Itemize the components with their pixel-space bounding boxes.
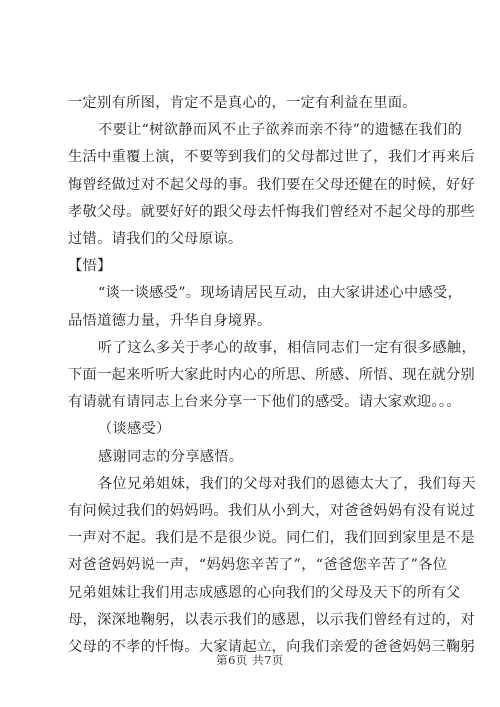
text-line: 听了这么多关于孝心的故事，相信同志们一定有很多感触， [98, 339, 476, 356]
text-line: 各位兄弟姐妹，我们的父母对我们的恩德太大了，我们每天 [98, 475, 476, 492]
text-line: 有请就有请同志上台来分享一下他们的感受。请大家欢迎。。。 [68, 394, 461, 411]
text-line: 【悟】 [68, 258, 112, 275]
text-line: “谈一谈感受”。现场请居民互动，由大家讲述心中感受， [98, 285, 463, 302]
text-line: 母，深深地鞠躬，以表示我们的感恩，以示我们曾经有过的，对 [68, 611, 476, 628]
text-line: 有问候过我们的妈妈吗。我们从小到大，对爸爸妈妈有没有说过 [68, 503, 476, 520]
text-line: 一定别有所图，肯定不是真心的，一定有利益在里面。 [68, 95, 417, 111]
text-line: 品悟道德力量，升华自身境界。 [68, 312, 272, 329]
text-line: 生活中重覆上演，不要等到我们的父母都过世了，我们才再来后 [68, 149, 476, 166]
page-footer: 第6页 共7页 [216, 653, 284, 667]
text-line: 不要让“树欲静而风不止子欲养而亲不待”的遗憾在我们的 [98, 122, 463, 139]
text-line: 一声对不起。我们是不是很少说。同仁们，我们回到家里是不是 [68, 530, 476, 547]
text-line: 感谢同志的分享感悟。 [98, 448, 244, 465]
text-line: 父母的不孝的忏悔。大家请起立，向我们亲爱的爸爸妈妈三鞠躬 [68, 639, 476, 656]
text-line: 兄弟姐妹让我们用志成感恩的心向我们的父母及天下的所有父 [68, 584, 461, 601]
text-line: 对爸爸妈妈说一声，“妈妈您辛苦了”，“爸爸您辛苦了”各位 [68, 557, 448, 574]
text-line: 下面一起来听听大家此时内心的所思、所感、所悟、现在就分别 [68, 367, 476, 384]
text-line: 过错。请我们的父母原谅。 [68, 231, 243, 248]
text-line: （谈感受） [98, 421, 171, 438]
text-line: 孝敬父母。就要好好的跟父母去忏悔我们曾经对不起父母的那些 [68, 203, 476, 220]
text-line: 悔曾经做过对不起父母的事。我们要在父母还健在的时候，好好 [68, 176, 476, 193]
document-body [68, 90, 476, 661]
